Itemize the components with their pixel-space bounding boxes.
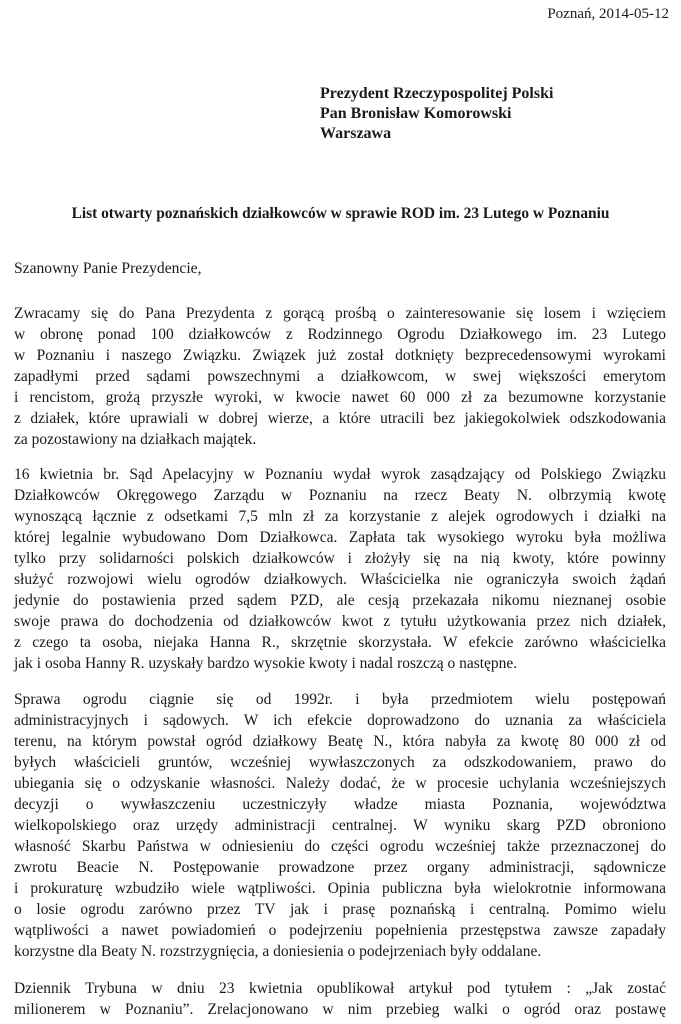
addressee-title: Prezydent Rzeczypospolitej Polski	[320, 85, 554, 102]
text-line: tylko przy solidarności polskich działkowców i złożyły się na nią kwoty, które powinny	[14, 550, 666, 567]
text-line: milionerem w Poznaniu”. Zrelacjonowano w nim przebieg walki o ogród oraz postawę	[14, 1001, 666, 1018]
text-line: swoje prawa do dochodzenia od działkowców kwot z tytułu użytkowania przez nich działek,	[14, 613, 666, 630]
text-line: Sprawa ogrodu ciągnie się od 1992r. i była przedmiotem wielu postępowań	[14, 691, 666, 708]
addressee-city: Warszawa	[320, 125, 392, 142]
text-line: i prokuraturę wzbudziło wiele wątpliwości. Opinia publiczna była wielokrotnie informowana	[14, 880, 666, 897]
text-line: służyć rozwojowi wielu ogrodów działkowych. Właścicielka nie ograniczyła swoich żądań	[14, 571, 666, 588]
letter-date: Poznań, 2014-05-12	[547, 6, 669, 22]
text-line: ubiegania się o odzyskanie własności. Należy dodać, że w procesie uchylania wcześniejszych	[14, 775, 666, 792]
letter-subject: List otwarty poznańskich działkowców w sprawie ROD im. 23 Lutego w Poznaniu	[71, 205, 610, 222]
paragraph-2	[14, 464, 666, 674]
text-line: 16 kwietnia br. Sąd Apelacyjny w Poznaniu wydał wyrok zasądzający od Polskiego Związku	[14, 466, 666, 483]
text-line: z działek, które uprawiali w dobrej wierze, a które utracili bez jakiegokolwiek odszkodowania	[14, 410, 666, 427]
letter-salutation: Szanowny Panie Prezydencie,	[14, 260, 202, 277]
text-line: wielkopolskiego oraz urzędy administracji centralnej. W wyniku skarg PZD obroniono	[14, 817, 666, 834]
text-line: Działkowców Okręgowego Zarządu w Poznaniu na rzecz Beaty N. olbrzymią kwotę	[14, 487, 666, 504]
text-line: terenu, na którym powstał ogród działkowy Beatę N., która nabyła za kwotę 80 000 zł od	[14, 733, 666, 750]
addressee-name: Pan Bronisław Komorowski	[320, 105, 512, 122]
text-line: której legalnie wybudowano Dom Działkowca. Zapłata tak wysokiego wyroku była możliwa	[14, 529, 666, 546]
text-line: korzystne dla Beaty N. rozstrzygnięcia, a doniesienia o podejrzeniach były oddalane.	[14, 943, 542, 960]
text-line: z czego ta osoba, niejaka Hanna R., skrzętnie skorzystała. W efekcie zarówno właścicielka	[14, 634, 666, 651]
paragraph-4	[14, 978, 666, 1020]
text-line: za pozostawiony na działkach majątek.	[14, 431, 257, 448]
text-line: wynoszącą łącznie z odsetkami 7,5 mln zł za korzystanie z alejek ogrodowych i działki na	[14, 508, 666, 525]
text-line: Dziennik Trybuna w dniu 23 kwietnia opublikował artykuł pod tytułem : „Jak zostać	[14, 980, 666, 997]
text-line: o losie ogrodu zarówno przez TV jak i prasę poznańską i centralną. Pomimo wielu	[14, 901, 666, 918]
text-line: administracyjnych i sądowych. W ich efekcie doprowadzono do uznania za właściciela	[14, 712, 666, 729]
text-line: i rencistom, grożą przyszłe wyroki, w kwocie nawet 60 000 zł za bezumowne korzystanie	[14, 389, 666, 406]
text-line: jak i osoba Hanny R. uzyskały bardzo wysokie kwoty i nadal roszczą o następne.	[14, 655, 518, 672]
text-line: zwrotu Beacie N. Postępowanie prowadzone przez organy administracji, sądownicze	[14, 859, 666, 876]
paragraph-3	[14, 689, 666, 962]
text-line: w obronę ponad 100 działkowców z Rodzinnego Ogrodu Działkowego im. 23 Lutego	[14, 326, 666, 343]
text-line: decyzji o wywłaszczeniu uczestniczyły władze miasta Poznania, województwa	[14, 796, 666, 813]
text-line: byłych właścicieli gruntów, wcześniej wywłaszczonych za odszkodowaniem, prawo do	[14, 754, 666, 771]
text-line: wątpliwości a nawet powiadomień o podejrzeniu popełnienia przestępstwa zawsze zapadały	[14, 922, 666, 939]
text-line: własność Skarbu Państwa w odniesieniu do części ogrodu wcześniej także przeznaczonej do	[14, 838, 666, 855]
paragraph-1	[14, 303, 666, 450]
addressee-block	[320, 84, 553, 144]
text-line: Zwracamy się do Pana Prezydenta z gorącą prośbą o zainteresowanie się losem i wzięciem	[14, 305, 666, 322]
text-line: w Poznaniu i naszego Związku. Związek już został dotknięty bezprecedensowymi wyrokami	[14, 347, 666, 364]
text-line: jedynie do postawienia przed sądem PZD, ale cesją przekazała nikomu nieznanej osobie	[14, 592, 666, 609]
text-line: zapadłymi przed sądami powszechnymi a działkowcom, w swej większości emerytom	[14, 368, 666, 385]
